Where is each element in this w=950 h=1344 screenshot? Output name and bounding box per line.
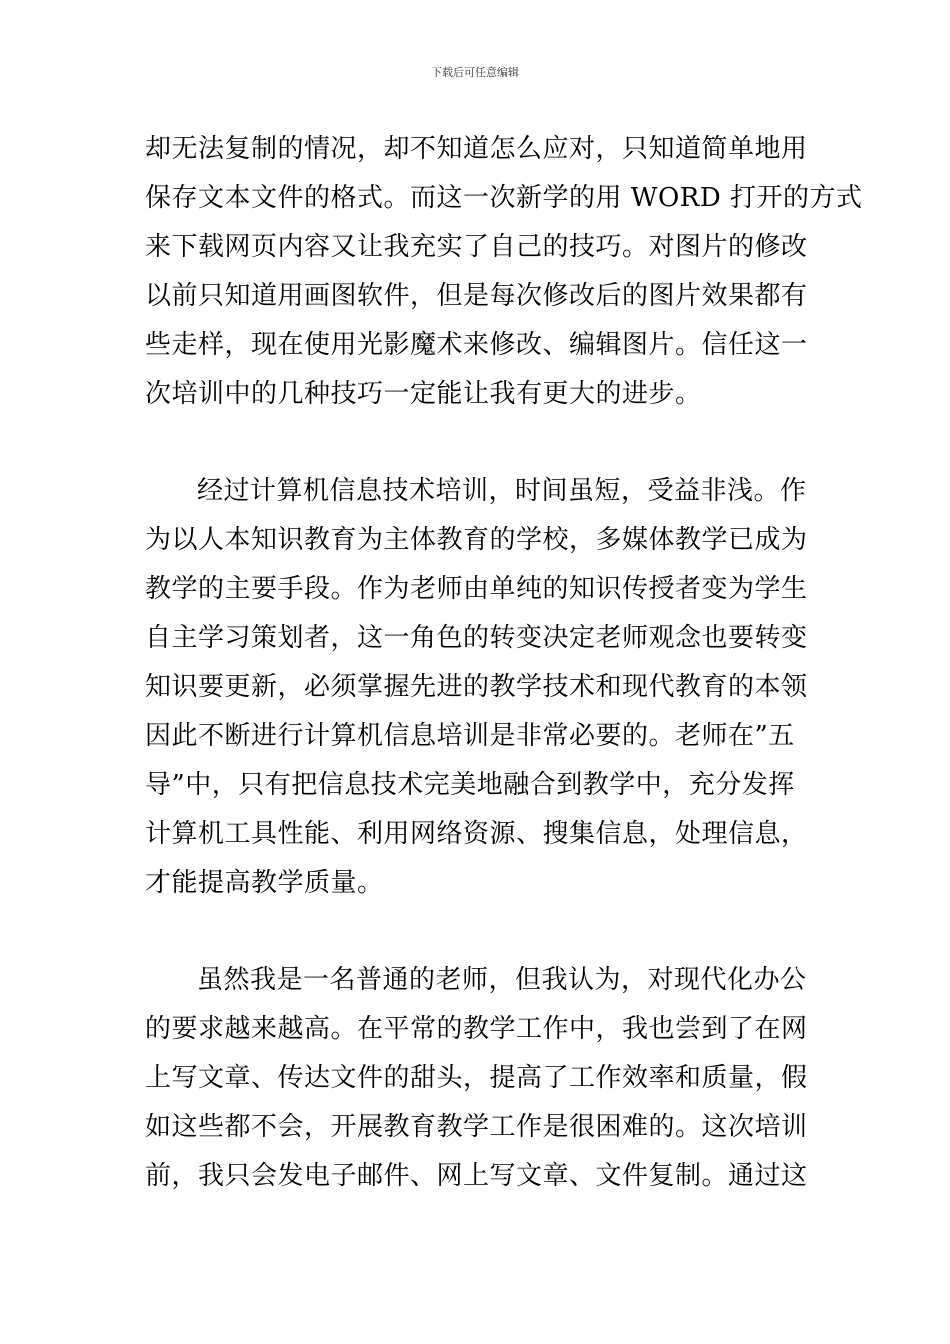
text-line: 次培训中的几种技巧一定能让我有更大的进步。 [145, 379, 702, 409]
text-line: 自主学习策划者，这一角色的转变决定老师观念也要转变 [145, 623, 808, 653]
text-line: 的要求越来越高。在平常的教学工作中，我也尝到了在网 [145, 1014, 808, 1044]
paragraph-spacer [145, 419, 807, 467]
text-line: 计算机工具性能、利用网络资源、搜集信息，处理信息， [145, 819, 808, 849]
text-line: 上写文章、传达文件的甜头，提高了工作效率和质量，假 [145, 1063, 808, 1093]
page-header: 下载后可任意编辑 [431, 66, 519, 79]
text-line: 来下载网页内容又让我充实了自己的技巧。对图片的修改 [145, 232, 808, 262]
text-line: 些走样，现在使用光影魔术来修改、编辑图片。信任这一 [145, 330, 808, 360]
paragraph-3 [145, 956, 807, 1201]
paragraph-1 [145, 125, 863, 419]
text-line: 虽然我是一名普通的老师，但我认为，对现代化办公 [197, 965, 807, 995]
text-line: 以前只知道用画图软件，但是每次修改后的图片效果都有 [145, 281, 808, 311]
text-line: 才能提高教学质量。 [145, 868, 384, 898]
paragraph-spacer [145, 908, 807, 956]
text-line: 教学的主要手段。作为老师由单纯的知识传授者变为学生 [145, 574, 808, 604]
text-line: 经过计算机信息技术培训，时间虽短，受益非浅。作 [197, 476, 807, 506]
document-body [145, 125, 863, 1201]
text-line: 却无法复制的情况，却不知道怎么应对，只知道简单地用 [145, 134, 808, 164]
text-line: 为以人本知识教育为主体教育的学校，多媒体教学已成为 [145, 525, 808, 555]
text-line: 因此不断进行计算机信息培训是非常必要的。老师在”五 [145, 721, 795, 751]
paragraph-2 [145, 467, 807, 908]
text-line: 保存文本文件的格式。而这一次新学的用 WORD 打开的方式 [145, 183, 863, 213]
text-line: 知识要更新，必须掌握先进的教学技术和现代教育的本领 [145, 672, 808, 702]
text-line: 导”中，只有把信息技术完美地融合到教学中，充分发挥 [145, 770, 795, 800]
text-line: 如这些都不会，开展教育教学工作是很困难的。这次培训 [145, 1112, 808, 1142]
text-line: 前，我只会发电子邮件、网上写文章、文件复制。通过这 [145, 1161, 808, 1191]
